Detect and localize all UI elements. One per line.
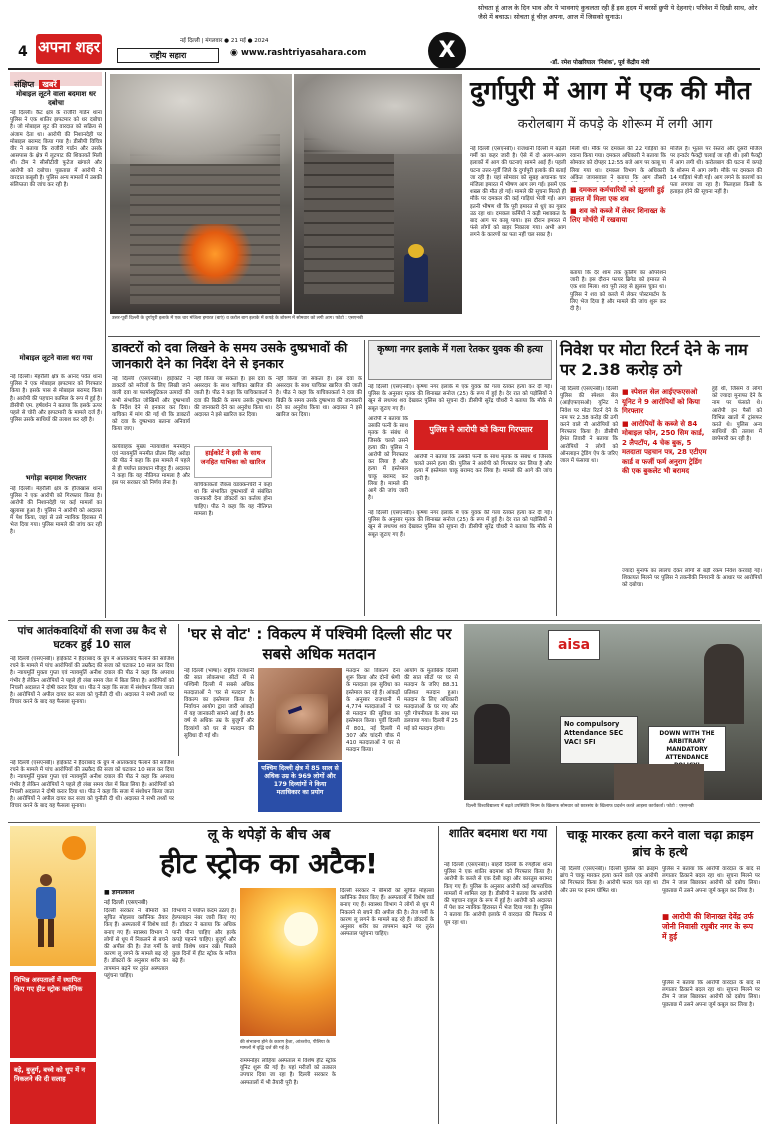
krishna-pullquote (414, 420, 548, 450)
sun-icon (62, 836, 86, 860)
knife-pullquote (662, 912, 760, 976)
brief-title: मोबाइल लूटने वाला धरा गया (19, 354, 93, 362)
krishna-body-2: आरोपी ने बताया कि उसकी पत्नी के साथ मृतक के संबंध थे जिसके चलते उसने हत्या की। पुलिस ने आरोपी को गिरफ्तार कर लिया है और हत्या में इस्तेमाल चाकू बरामद कर लिया है। मामले की आगे की जांच जारी है। (414, 454, 552, 482)
vote-pullquote (258, 762, 342, 812)
court-body: नई दिल्ली (एसएनबी)। हाईकोर्ट ने हैदराबाद के ग्रुप में आतंकवाद फैलाने की साजिश रचने के मामले में पांच आरोपियों की उम्रकैद की सजा को घटाकर 10 साल कर दिया है। न्यायमूर्ति मुक्ता गुप्ता एवं न्यायमूर्ति अनीश दयाल की पीठ ने कहा कि अपराध गंभीर है लेकिन आरोपियों ने पहले ही लंबा समय जेल में बिता लिया है। आरोपियों को निचली अदालत ने दोषी करार दिया था। पीठ ने कहा कि सजा में संशोधन किया जाता है। आरोपियों ने अपील दायर कर सजा को चुनौती दी थी। अदालत ने सभी तथ्यों पर विचार करने के बाद यह फैसला सुनाया। (10, 656, 174, 706)
krishna-body-1b: आरोपी ने बताया कि उसकी पत्नी के साथ मृतक के संबंध थे जिसके चलते उसने हत्या की। पुलिस ने आरोपी को गिरफ्तार कर लिया है और हत्या में इस्तेमाल चाकू बरामद कर लिया है। मामले की आगे की जांच जारी है। (368, 416, 408, 502)
heat-illustration (10, 826, 96, 966)
header-quote: सोचता हूं आज के दिन भाव और ये भावनाएं कुचलता रही हैं इस हृदय में बरसों छुपी ये देहनाएं। परिवेश में दिखी साथ, ओर जैसे में बचाऊ। सोचता हूं चीज़ अपना, आज में जिसको सुनाऊं। (478, 4, 758, 21)
site-url[interactable]: www.rashtriyasahara.com (241, 48, 367, 58)
heat-dateline: नई दिल्ली (एसएनबी) (104, 900, 148, 906)
heat-pull-box (10, 972, 96, 1058)
pullquote-text: पश्चिम दिल्ली क्षेत्र में 85 साल से अधिक उम्र के 969 लोगों और 179 दिव्यांगों ने किया मताधिकार का प्रयोग (261, 765, 339, 796)
aisa-sign-text: aisa (557, 637, 591, 653)
paper-logo: राष्ट्रीय सहारा (117, 48, 219, 63)
masthead (0, 0, 768, 70)
lead-body-1: नई दिल्ली (एसएनबी)। राजधानी दिल्ली में बढ़ती गर्मी का कहर जारी है। ऐसे में दो अलग-अलग इलाकों में आग की घटनाएं सामने आई हैं। पहली घटना उत्तर-पूर्वी जिले के दुर्गापुरी इलाके की बताई जा रही है। यहां सोमवार को सुबह अचानक चार मंजिला इमारत में भीषण आग लग गई। इसमें एक शख्स की मौत हो गई। मामले की सूचना मिलते ही मौके पर दमकल की कई गाड़ियां भेजी गईं। आग इतनी भीषण थी कि पूरी इमारत से धुएं का गुबार उठ रहा था। दमकल कर्मियों ने कड़ी मशक्कत के बाद आग पर काबू पाया। इस दौरान इमारत में फंसे लोगों को बाहर निकाला गया। अभी आग लगने के कारणों का पता नहीं चल सका है। (470, 146, 566, 239)
krishna-body-1: नई दिल्ली (एसएनबी)। कृष्णा नगर इलाके में एक युवक की गला रेतकर हत्या कर दी गई। पुलिस के अनुसार मृतक की शिनाख्त सनोज (25) के रूप में हुई है। देर रात को पड़ोसियों ने खून से लथपथ शव देखकर पुलिस को सूचना दी। डीसीपी सुरेंद्र चौधरी ने बताया कि मौके से सबूत जुटाए गए हैं। (368, 384, 552, 412)
pullquote-item: ■ स्पेशल सेल आईएफएसओ यूनिट ने 9 आरोपियों को किया गिरफ्तार (622, 388, 700, 415)
lead-subheadline: करोलबाग में कपड़े के शोरूम में लगी आग (517, 117, 713, 132)
fire-photo-right (294, 74, 462, 314)
doctors-body-3: नहीं किया जा सकता है। इस दवा के असरदार के साथ याचिका खारिज की जाती है। पीठ ने कहा कि याचिकाकर्ता ने दवा की बिक्री के समय उसके दुष्प्रभाव की जानकारी देने का अनुरोध किया था। अदालत ने इसे खारिज कर दिया। (194, 376, 272, 419)
doctors-body-1: नई दिल्ली (एसएनबी)। हाईकोर्ट ने डाक्टरों को मरीजों के लिए लिखी जाने वाली दवा या फार्मास्युटिकल उत्पादों की सभी संभावित जोखिमों और दुष्प्रभावों के निर्देश देने से इनकार कर दिया। याचिका में मांग की गई थी कि डाक्टरों को दवा के दुष्प्रभाव बताना अनिवार्य किया जाए। (112, 376, 190, 433)
brief-title: मोबाइल लूटने वाला बदमाश धर दबोचा (16, 90, 96, 107)
lead-headline: दुर्गापुरी में आग में एक की मौत (470, 76, 751, 105)
aisa-sign (548, 630, 600, 660)
pullquote-text: हाईकोर्ट ने इसी के साथ जनहित याचिका को खारिज (200, 449, 266, 466)
briefs-label-accent: खबरें (39, 80, 59, 89)
globe-icon: ◉ (230, 48, 238, 58)
heat-sun-photo (240, 888, 336, 1036)
heat-byline: ■ ज्ञानप्रकाश (104, 889, 135, 896)
doctors-pullquote (194, 446, 272, 478)
pullquote-text: ■ आरोपी की शिनाख्त देवेंद्र उर्फ जोनी निवासी रघुबीर नगर के रूप में हुई (662, 912, 754, 941)
vote-body-1: नई दिल्ली (भाषा)। राष्ट्रीय राजधानी की सात लोकसभा सीटों में से पश्चिमी दिल्ली में सबसे अधिक मतदाताओं ने 'घर से मतदान' के विकल्प का इस्तेमाल किया है। निर्वाचन आयोग द्वारा जारी आंकड़ों में यह जानकारी सामने आई है। 85 वर्ष से अधिक उम्र के बुजुर्गों और दिव्यांगों को घर से मतदान की सुविधा दी गई थी। (184, 668, 254, 739)
court-body-2: नई दिल्ली (एसएनबी)। हाईकोर्ट ने हैदराबाद के ग्रुप में आतंकवाद फैलाने की साजिश रचने के मामले में पांच आरोपियों की उम्रकैद की सजा को घटाकर 10 साल कर दिया है। न्यायमूर्ति मुक्ता गुप्ता एवं न्यायमूर्ति अनीश दयाल की पीठ ने कहा कि अपराध गंभीर है लेकिन आरोपियों ने पहले ही लंबा समय जेल में बिता लिया है। आरोपियों को निचली अदालत ने दोषी करार दिया था। पीठ ने कहा कि सजा में संशोधन किया जाता है। आरोपियों ने अपील दायर कर सजा को चुनौती दी थी। अदालत ने सभी तथ्यों पर विचार करने के बाद यह फैसला सुनाया। (10, 760, 174, 810)
knife-body-2: पुलिस ने बताया कि आरोपी वारदात के बाद से लगातार ठिकाने बदल रहा था। सूचना मिलने पर टीम ने जाल बिछाकर आरोपी को दबोच लिया। पूछताछ में उसने अपना जुर्म कबूल कर लिया है। (662, 866, 760, 894)
brief-title: भगोड़ा बदमाश गिरफ्तार (25, 474, 87, 482)
krishna-headline (368, 340, 552, 380)
crook-body: नई दिल्ली (एसएनबी)। बाहरी दिल्ली के रणहौला थाना पुलिस ने एक शातिर बदमाश को गिरफ्तार किया है। आरोपी के कब्जे से एक देसी कट्टा और कारतूस बरामद किए गए हैं। पुलिस के अनुसार आरोपी कई आपराधिक मामलों में शामिल रहा है। डीसीपी ने बताया कि आरोपी की पहचान राहुल के रूप में हुई है। आरोपी को अदालत में पेश कर न्यायिक हिरासत में भेज दिया गया है। पुलिस ने बताया कि आरोपी इलाके में वारदात की फिराक में घूम रहा था। (444, 862, 552, 926)
heat-headline-2: हीट स्ट्रोक का अटैक! (160, 847, 378, 880)
knife-headline: चाकू मारकर हत्या करने वाला चढ़ा क्राइम ब्रांच के हत्थे (566, 827, 754, 859)
sun-glare-icon (284, 912, 318, 946)
pullquote-item: ■ आरोपियों के कब्जे से 84 मोबाइल फोन, 250 सिम कार्ड, 2 लैपटॉप, 4 चेक बुक, 5 मतदाता पहचान पत्र, 28 एटीएम कार्ड व फर्जी फर्म अनुराग ट्रेडिंग की एक बुकलेट भी बरामद (622, 419, 707, 475)
attendance-sign-text: No compulsory Attendance SEC VAC! SFI (564, 720, 624, 746)
lead-body-4: मंजिल हैं। भूतल पर रेस्तरां और दूसरी मंजिल पर इन्वर्टर फैक्ट्री चलाई जा रही थी। इसी फैक्ट्री में आग लगी थी। करोलबाग की घटना में कपड़े के शोरूम में आग लगी। मौके पर दमकल की 14 गाड़ियां भेजी गईं। आग लगने के कारणों का पता लगाया जा रहा है। फिलहाल किसी के हताहत होने की सूचना नहीं है। (670, 146, 762, 196)
doctors-body-5: नहीं किया जा सकता है। इस दवा के असरदार के साथ याचिका खारिज की जाती है। पीठ ने कहा कि याचिकाकर्ता ने दवा की बिक्री के समय उसके दुष्प्रभाव की जानकारी देने का अनुरोध किया था। अदालत ने इसे खारिज कर दिया। (276, 376, 362, 419)
fire-photo-left (110, 74, 292, 314)
heat-pull-1: विभिन्न अस्पतालों में स्थापित किए गए हीट स्ट्रोक क्लीनिक (14, 976, 83, 993)
protest-photo (464, 624, 762, 800)
page-number: 4 (18, 44, 28, 60)
briefs-column (10, 72, 102, 618)
heat-photo-caption: की संभावना होने के कारण हैजा, आंत्रशोथ, पीलिया के मामलों में वृद्धि दर्ज की गई है। (240, 1040, 330, 1051)
fire-photo-caption: उत्तर-पूर्वी दिल्ली के दुर्गापुरी इलाके में एक चार मंजिला इमारत (बाएं) व करोल बाग इलाके में कपड़े के शोरूम में सोमवार को लगी आग। फोटो : एसएनबी (112, 316, 363, 321)
invest-pullquote (622, 388, 708, 564)
invest-headline: निवेश पर मोटा रिटर्न देने के नाम पर 2.38 करोड़ ठगे (560, 340, 748, 379)
protest-photo-caption: दिल्ली विश्वविद्यालय में बढ़ते उपस्थिति नियम के खिलाफ सोमवार को छात्रसंघ के खिलाफ प्रदर्शन करते आइसा कार्यकर्ता। फोटो : एसएनबी (466, 804, 694, 809)
x-logo-icon: X (428, 32, 466, 70)
heat-body-4: दिल्ली सरकार ने बीमारी को सूचित मोहल्ला क्लीनिक तैयार किए हैं। अस्पतालों में विशेष वार्ड बनाए गए हैं। स्वास्थ्य विभाग ने लोगों से धूप में निकलने से बचने की अपील की है। तेज गर्मी के कारण लू लगने के मामले बढ़ रहे हैं। डॉक्टरों के अनुसार शरीर का तापमान बढ़ने पर तुरंत अस्पताल पहुंचना चाहिए। (340, 888, 434, 938)
briefs-label (10, 72, 102, 89)
invest-body-3: ज्यादा मुनाफे का लालच देकर लोगों से बड़ी रकम निवेश करवाई गई। शिकायत मिलने पर पुलिस ने तकनीकी निगरानी के आधार पर आरोपियों को दबोचा। (622, 568, 762, 589)
pullquote-item: ■ शव को कब्जे में लेकर शिनाख्त के लिए मोर्चरी में रखवाया (570, 207, 666, 224)
heat-body-3: राममनोहर लोहिया अस्पताल में विशेष हीट स्ट्रोक यूनिट शुरू की गई है। यहां मरीजों को तत्काल उपचार दिया जा रहा है। दिल्ली सरकार के अस्पतालों में भी तैयारी पूरी है। (240, 1058, 336, 1086)
quote-author: -डॉ. रमेश पोखरियाल 'निशंक', पूर्व केंद्रीय मंत्री (550, 60, 650, 66)
doctors-body-4: याचिकाकर्ता जैकब वडक्कनचेरी ने कहा था कि संभावित दुष्प्रभावों से संबंधित जानकारी देना डॉक्टरों का कर्तव्य होना चाहिए। पीठ ने कहा कि यह नीतिगत मामला है। (194, 482, 272, 517)
heat-pull-2: बड़े, बुजुर्ग, बच्चे को धूप में न निकलने की दी सलाह (14, 1066, 86, 1083)
heat-body-2: विभागों ने पर्याप्त कदम उठाए हैं। हेल्पलाइन नंबर जारी किए गए हैं। डॉक्टर ने बताया कि अधिक पानी पीना चाहिए और हल्के कपड़े पहनने चाहिए। बुजुर्ग और बच्चे विशेष ध्यान रखें। पिछले कुछ दिनों में हीट स्ट्रोक के मरीज बढ़े हैं। (172, 908, 236, 965)
vote-body-3: आयोग के मुताबिक दिल्ली की सात सीटों पर घर से मतदान के जरिए 88.31 प्रतिशत मतदान हुआ। मतदान के लिए अधिकारी मतदाताओं के घर गए और पूरी गोपनीयता के साथ मत डलवाया गया। दिल्ली में 25 मई को मतदान होगा। (404, 668, 458, 732)
knife-body-1: नई दिल्ली (एसएनबी)। दिल्ली पुलिस की क्राइम ब्रांच ने चाकू मारकर हत्या करने वाले एक आरोपी को गिरफ्तार किया है। आरोपी फरार चल रहा था और उस पर इनाम घोषित था। (560, 866, 658, 894)
section-title: अपना शहर (38, 38, 100, 56)
lead-pullquote (570, 186, 666, 268)
krishna-body-3: नई दिल्ली (एसएनबी)। कृष्णा नगर इलाके में एक युवक की गला रेतकर हत्या कर दी गई। पुलिस के अनुसार मृतक की शिनाख्त सनोज (25) के रूप में हुई है। देर रात को पड़ोसियों ने खून से लथपथ शव देखकर पुलिस को सूचना दी। डीसीपी सुरेंद्र चौधरी ने बताया कि मौके से सबूत जुटाए गए हैं। (368, 510, 552, 538)
knife-body-3: पुलिस ने बताया कि आरोपी वारदात के बाद से लगातार ठिकाने बदल रहा था। सूचना मिलने पर टीम ने जाल बिछाकर आरोपी को दबोच लिया। पूछताछ में उसने अपना जुर्म कबूल कर लिया है। (662, 980, 760, 1008)
pullquote-item: ■ दमकल कर्मचारियों को झुलसी हुई हालत में मिला एक शव (570, 186, 665, 203)
heat-pull-box-2 (10, 1062, 96, 1124)
pullquote-text: पुलिस ने आरोपी को किया गिरफ्तार (429, 425, 533, 434)
invest-body-1: नई दिल्ली (एसएनबी)। दिल्ली पुलिस की स्पेशल सेल (आईएफएसओ) यूनिट ने निवेश पर मोटा रिटर्न देने के नाम पर 2.38 करोड़ की ठगी करने वाले नौ आरोपियों को गिरफ्तार किया है। डीसीपी हेमंत तिवारी ने बताया कि आरोपियों ने लोगों को ऑनलाइन ट्रेडिंग ऐप के जरिए जाल में फंसाया था। (560, 386, 618, 465)
heat-headline-1: लू के थपेड़ों के बीच अब (207, 827, 331, 843)
vote-body-2: मतदान का विकल्प देना शुरू किया और दोनों श्रेणी के मतदाता इस सुविधा का इस्तेमाल कर रहे हैं। आंकड़ों के अनुसार राजधानी में 4,774 मतदाताओं ने घर से मतदान की सुविधा का इस्तेमाल किया। पूर्वी दिल्ली में 801, नई दिल्ली में 307 और चांदनी चौक में 410 मतदाताओं ने घर से मतदान किया। (346, 668, 400, 754)
brief-body: नई दिल्ली। मेहरौली क्षेत्र के आनंद पर्वत थाना पुलिस ने एक मोबाइल झपटमार को गिरफ्तार किया है। इसके पास से मोबाइल बरामद किया है। आरोपी की पहचान कामिल के रूप में हुई है। डीसीपी एम. हर्षवर्धन ने बताया कि इसके ऊपर पहले से चोरी और झपटमारी के मामले दर्ज हैं। पुलिस उसके साथियों की तलाश कर रही है। (10, 374, 102, 424)
lead-body-3: बताया कि देर शाम तक कूलिंग का ऑपरेशन जारी है। इस दौरान फायर ब्रिगेड को इमारत से एक शव मिला। शव पूरी तरह से झुलस चुका था। पुलिस ने शव को कब्जे में लेकर पोस्टमार्टम के लिए भेज दिया है और मामले की जांच शुरू कर दी है। (570, 270, 666, 313)
invest-body-2: हुई थी, जिसमें वे लोगों को ज्यादा मुनाफा देने के नाम पर फंसाते थे। आरोपी इन पैसों को विभिन्न खातों में ट्रांसफर करते थे। पुलिस अन्य साथियों की तलाश में छापेमारी कर रही है। (712, 386, 762, 443)
vote-headline: 'घर से वोट' : विकल्प में पश्चिमी दिल्ली सीट पर सबसे अधिक मतदान (186, 625, 452, 663)
briefs-label-text: संक्षिप्त (14, 80, 35, 89)
heat-body-1: दिल्ली सरकार ने बीमारी को सूचित मोहल्ला क्लीनिक तैयार किए हैं। अस्पतालों में विशेष वार्ड बनाए गए हैं। स्वास्थ्य विभाग ने लोगों से धूप में निकलने से बचने की अपील की है। तेज गर्मी के कारण लू लगने के मामले बढ़ रहे हैं। डॉक्टरों के अनुसार शरीर का तापमान बढ़ने पर तुरंत अस्पताल पहुंचना चाहिए। (104, 908, 168, 979)
person-icon (32, 874, 60, 950)
crook-headline: शातिर बदमाश धरा गया (448, 826, 548, 840)
krishna-title: कृष्णा नगर इलाके में गला रेतकर युवक की हत्या (377, 344, 543, 355)
arbitrary-sign-text: DOWN WITH THE ARBITRARY MANDATORY ATTENDANCE (659, 731, 715, 761)
lead-body-2: मिली थी। मौके पर दमकल की 22 गाड़ियों को रवाना किया गया। दमकल अधिकारी ने बताया कि सोमवार को दोपहर 12:55 बजे आग पर काबू पा लिया गया था। दमकल विभाग के अधिकारी अंकित जायसवाल ने बताया कि आग तीसरी (570, 146, 666, 181)
brief-body: नई दिल्ली। कैंट क्षेत्र के राजौरी गार्डन थाना पुलिस ने एक शातिर झपटमार को धर दबोचा है। जो मोबाइल लूट की वारदात को सक्रिय से अंजाम देता था। आरोपी की निशानदेही पर मोबाइल बरामद किया गया है। डीसीपी विचित्र वीर ने बताया कि राजौरी गार्डन और उसके आसपास के क्षेत्र में लूटपाट की शिकायतें मिली थीं। टीम ने सीसीटीवी फुटेज खंगाले और आरोपी को दबोचा। पूछताछ में आरोपी ने वारदात कबूली है। पुलिस अन्य मामलों में उसकी संलिप्तता की जांच कर रही है। (10, 110, 102, 189)
vote-hands-photo (258, 668, 342, 760)
brief-body: नई दिल्ली। मेहरौली क्षेत्र के हौजखास थाना पुलिस ने एक आरोपी को गिरफ्तार किया है। आरोपी की निशानदेही पर कई मामलों का खुलासा हुआ है। पुलिस ने आरोपी को अदालत में पेश किया, जहां से उसे न्यायिक हिरासत में भेज दिया गया। पुलिस मामले की जांच कर रही है। (10, 486, 102, 536)
doctors-headline: डाक्टरों को दवा लिखने के समय उसके दुष्प्रभावों की जानकारी देने का निर्देश देने से इनकार (112, 340, 348, 371)
court-headline: पांच आतंकवादियों की सजा उम्र कैद से घटकर हुई 10 साल (17, 625, 167, 651)
doctors-body-2: कार्यवाहक मुख्य न्यायाधीश मनमोहन एवं न्यायमूर्ति मनमीत प्रीतम सिंह अरोड़ा की पीठ ने कहा कि इस मामले में पहले से ही पर्याप्त प्रावधान मौजूद हैं। अदालत ने कहा कि यह नीतिगत मामला है और इस पर सरकार को निर्णय लेना है। (112, 444, 190, 487)
attendance-sign (560, 716, 638, 764)
date-line: नई दिल्ली | मंगलवार ● 21 मई ● 2024 (180, 38, 269, 44)
